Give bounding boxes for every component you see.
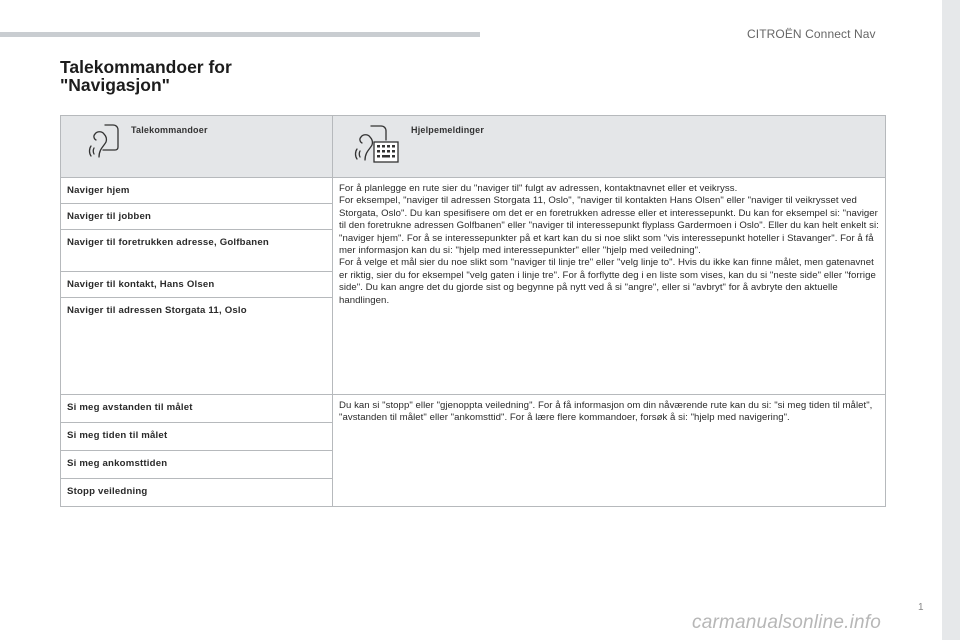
help-paragraph: Du kan si "stopp" eller "gjenoppta veiledning". For å få informasjon om din nåværende rute kan du si: "si meg tiden til målet", "avstanden til målet" eller "ankomsttid". For å lære flere kommandoer, forsøk å si: "hjelp med navigering". (339, 400, 873, 424)
voice-help-keyboard-icon (353, 122, 401, 164)
table-header-row (61, 116, 886, 178)
header-cell-commands (61, 116, 333, 178)
page-title (60, 58, 460, 94)
page-title-line-1: Talekommandoer for (60, 57, 232, 77)
table-row (61, 178, 886, 204)
command-cell: Si meg tiden til målet (61, 423, 333, 451)
table-row (61, 395, 886, 423)
help-cell-navigation (333, 178, 886, 395)
help-paragraph: For å planlegge en rute sier du "naviger til" fulgt av adressen, kontaktnavnet eller et veikryss. (339, 183, 738, 194)
command-cell: Naviger til kontakt, Hans Olsen (61, 272, 333, 298)
help-paragraph: For å velge et mål sier du noe slikt som "naviger til linje tre" eller "velg linje to". Hvis du ikke kan finne målet, men gatenavnet er riktig, sier du for eksempel "velg gaten i linje tre". For å forflytte deg i en liste som vises, kan du si "neste side" eller "forrige side". Du kan angre det du gjorde sist og begynne på nytt ved å si "angre", eller si "avbryt" for å avbryte den aktuelle handlingen. (339, 257, 876, 306)
voice-command-icon (85, 122, 121, 160)
page-title-line-2: "Navigasjon" (60, 75, 170, 95)
command-cell: Si meg avstanden til målet (61, 395, 333, 423)
command-cell: Naviger til jobben (61, 204, 333, 230)
top-decor-bar (0, 32, 480, 37)
voice-command-table (60, 115, 886, 507)
command-cell: Naviger til adressen Storgata 11, Oslo (61, 298, 333, 395)
header-cell-help (333, 116, 886, 178)
header-commands-label: Talekommandoer (131, 125, 208, 135)
command-cell: Naviger til foretrukken adresse, Golfbanen (61, 230, 333, 272)
watermark: carmanualsonline.info (692, 612, 882, 633)
command-cell: Si meg ankomsttiden (61, 451, 333, 479)
side-decor-bar (942, 0, 960, 640)
help-paragraph: For eksempel, "naviger til adressen Storgata 11, Oslo", "naviger til kontakten Hans Olsen" eller "naviger til veikrysset ved Storgata, Oslo". Du kan spesifisere om det er en foretrukken adresse eller et interessepunkt. Du kan for eksempel si: "naviger til den foretrukne adressen Golfbanen" eller "naviger til interessepunkt flyplass Gardermoen i Oslo". Eller du kan helt enkelt si: "naviger hjem". For å se interessepunkter på et kart kan du si noe slikt som "vis interessepunkt hoteller i Stavanger". For å få mer informasjon kan du si: "hjelp med interessepunkter" eller "hjelp med veiledning". (339, 195, 879, 257)
page-number: 1 (918, 602, 924, 613)
command-cell: Stopp veiledning (61, 479, 333, 507)
header-help-label: Hjelpemeldinger (411, 125, 485, 135)
command-cell: Naviger hjem (61, 178, 333, 204)
brand-label: CITROËN Connect Nav (747, 27, 876, 41)
help-cell-guidance (333, 395, 886, 507)
